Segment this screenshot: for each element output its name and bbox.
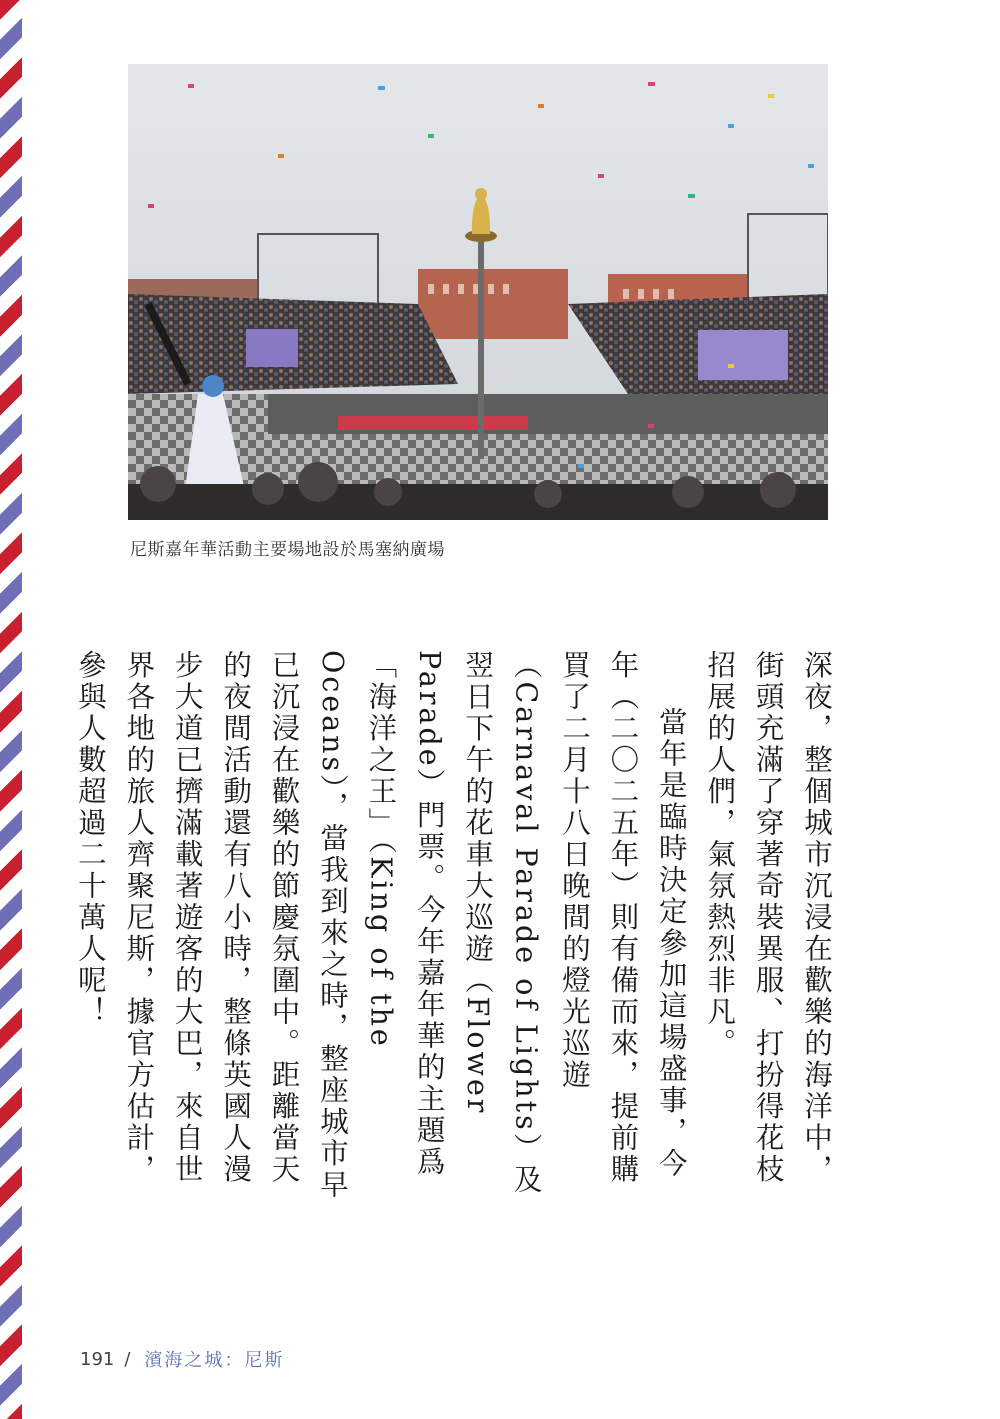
page-number: 191 <box>80 1348 115 1370</box>
carnival-photo <box>128 64 828 520</box>
paragraph-1: 深夜，整個城市沉浸在歡樂的海洋中，街頭充滿了穿著奇裝異服、打扮得花枝招展的人們，氣氛熱烈非凡。 <box>703 650 833 1186</box>
footer-separator: / <box>124 1348 131 1370</box>
airmail-stripe-border <box>0 0 22 1419</box>
page-footer <box>80 1346 284 1372</box>
paragraph-2: 當年是臨時決定參加這場盛事，今年（二〇二五年）則有備而來，提前購買了二月十八日晚間的燈光巡遊（Carnaval Parade of Lights）及翌日下午的花車大巡遊（Flower Parade）門票。今年嘉年華的主題爲「海洋之王」（King of the Oceans），當我到來之時，整座城市早已沉浸在歡樂的節慶氛圍中。距離當天的夜間活動還有八小時，整條英國人漫步大道已擠滿載著遊客的大巴，來自世界各地的旅人齊聚尼斯，據官方估計，參與人數超過二十萬人呢！ <box>73 650 688 1201</box>
vertical-body-text <box>73 650 840 1210</box>
photo-caption: 尼斯嘉年華活動主要場地設於馬塞納廣場 <box>130 540 445 560</box>
section-title: 濱海之城：尼斯 <box>144 1350 285 1371</box>
